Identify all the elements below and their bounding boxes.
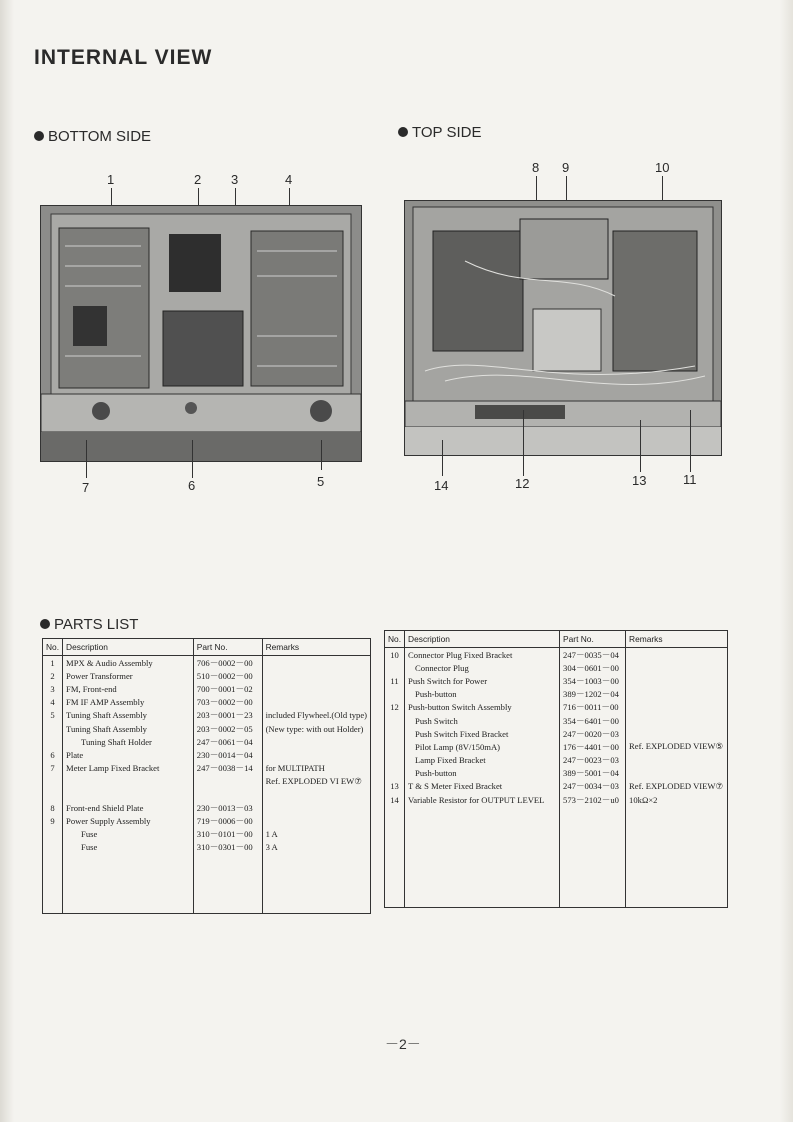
table-row	[43, 682, 371, 695]
part-number: 719－0006－00	[193, 814, 262, 827]
item-description: Push Switch	[405, 714, 560, 727]
col-header-no: No.	[43, 639, 63, 656]
part-number: 354－6401－00	[560, 714, 626, 727]
part-number: 203－0002－05	[193, 722, 262, 735]
leader-line	[442, 440, 443, 476]
part-number: 247－0034－03	[560, 780, 626, 793]
part-number: 716－0011－00	[560, 701, 626, 714]
part-number: 247－0035－04	[560, 648, 626, 662]
item-number: 4	[43, 696, 63, 709]
item-number: 5	[43, 709, 63, 722]
col-header-remarks: Remarks	[262, 639, 370, 656]
item-description: Front-end Shield Plate	[63, 801, 194, 814]
item-remarks: for MULTIPATH	[262, 762, 370, 775]
parts-list-heading	[40, 616, 138, 633]
callout-1: 1	[107, 172, 115, 187]
item-description: Tuning Shaft Holder	[63, 735, 194, 748]
part-number: 700－0001－02	[193, 682, 262, 695]
part-number: 389－5001－04	[560, 767, 626, 780]
item-number: 10	[385, 648, 405, 662]
callout-10: 10	[655, 160, 670, 175]
item-remarks	[262, 669, 370, 682]
part-number: 304－0601－00	[560, 661, 626, 674]
table-header-row	[43, 639, 371, 656]
table-row	[43, 709, 371, 722]
table-row	[43, 669, 371, 682]
item-description: Connector Plug Fixed Bracket	[405, 648, 560, 662]
part-number: 573－2102－u0	[560, 793, 626, 806]
item-description: Meter Lamp Fixed Bracket	[63, 762, 194, 775]
leader-line	[192, 440, 193, 478]
item-remarks	[262, 696, 370, 709]
callout-8: 8	[532, 160, 540, 175]
top-chassis-illustration	[405, 201, 721, 455]
page-title: INTERNAL VIEW	[34, 46, 213, 69]
callout-9: 9	[562, 160, 570, 175]
part-number: 247－0038－14	[193, 762, 262, 775]
item-number: 9	[43, 814, 63, 827]
table-row	[385, 780, 728, 793]
item-remarks	[262, 801, 370, 814]
bottom-side-heading	[34, 128, 151, 145]
part-number	[193, 775, 262, 788]
item-description: Power Supply Assembly	[63, 814, 194, 827]
item-remarks	[626, 688, 728, 701]
table-row	[43, 775, 371, 788]
table-filler-row	[385, 806, 728, 907]
part-number: 310－0301－00	[193, 841, 262, 854]
item-description: Push Switch for Power	[405, 674, 560, 687]
table-row	[385, 648, 728, 662]
table-row	[43, 762, 371, 775]
item-remarks	[262, 735, 370, 748]
item-description: Fuse	[63, 841, 194, 854]
item-number	[43, 735, 63, 748]
item-remarks: 10kΩ×2	[626, 793, 728, 806]
callout-13: 13	[632, 473, 647, 488]
table-row	[385, 714, 728, 727]
item-number: 2	[43, 669, 63, 682]
part-number: 203－0001－23	[193, 709, 262, 722]
item-remarks: 1 A	[262, 827, 370, 840]
item-remarks: Ref. EXPLODED VIEW⑦	[626, 780, 728, 793]
bottom-side-photo	[40, 205, 362, 462]
item-description	[63, 775, 194, 788]
table-row	[43, 722, 371, 735]
bottom-chassis-illustration	[41, 206, 361, 461]
table-row	[385, 793, 728, 806]
item-remarks	[626, 714, 728, 727]
table-filler-row	[43, 854, 371, 914]
item-remarks	[626, 674, 728, 687]
col-header-no: No.	[385, 631, 405, 648]
item-number	[385, 688, 405, 701]
table-row	[385, 701, 728, 714]
item-description: Lamp Fixed Bracket	[405, 754, 560, 767]
part-number: 247－0020－03	[560, 727, 626, 740]
item-description: T & S Meter Fixed Bracket	[405, 780, 560, 793]
table-row	[385, 754, 728, 767]
item-number	[385, 767, 405, 780]
parts-table-left	[42, 638, 371, 914]
callout-4: 4	[285, 172, 293, 187]
item-description: FM, Front-end	[63, 682, 194, 695]
item-number	[43, 722, 63, 735]
item-number	[43, 841, 63, 854]
item-number: 11	[385, 674, 405, 687]
item-remarks	[626, 767, 728, 780]
callout-5: 5	[317, 474, 325, 489]
part-number: 510－0002－00	[193, 669, 262, 682]
bullet-icon	[40, 619, 50, 629]
item-remarks: Ref. EXPLODED VI EW⑦	[262, 775, 370, 788]
top-side-heading	[398, 124, 481, 141]
table-row	[43, 841, 371, 854]
item-number: 7	[43, 762, 63, 775]
part-number: 247－0061－04	[193, 735, 262, 748]
col-header-part-no: Part No.	[193, 639, 262, 656]
item-remarks	[626, 648, 728, 662]
table-row	[43, 748, 371, 761]
item-number	[385, 740, 405, 753]
table-row	[385, 661, 728, 674]
item-number	[385, 714, 405, 727]
item-number	[385, 727, 405, 740]
table-row	[43, 696, 371, 709]
item-remarks	[262, 656, 370, 670]
callout-11: 11	[683, 472, 697, 487]
item-description: Pilot Lamp (8V/150mA)	[405, 740, 560, 753]
table-row	[43, 656, 371, 670]
item-description: Push-button Switch Assembly	[405, 701, 560, 714]
table-row	[43, 735, 371, 748]
item-remarks	[626, 727, 728, 740]
leader-line	[690, 410, 691, 472]
part-number: 354－1003－00	[560, 674, 626, 687]
table-row	[385, 767, 728, 780]
item-description: FM IF AMP Assembly	[63, 696, 194, 709]
item-description: Power Transformer	[63, 669, 194, 682]
item-remarks: 3 A	[262, 841, 370, 854]
item-description: Fuse	[63, 827, 194, 840]
part-number: 389－1202－04	[560, 688, 626, 701]
col-header-part-no: Part No.	[560, 631, 626, 648]
callout-7: 7	[82, 480, 90, 495]
callout-2: 2	[194, 172, 202, 187]
callout-12: 12	[515, 476, 530, 491]
leader-line	[640, 420, 641, 472]
leader-line	[86, 440, 87, 478]
table-row	[385, 688, 728, 701]
table-row	[43, 827, 371, 840]
part-number: 247－0023－03	[560, 754, 626, 767]
bullet-icon	[34, 131, 44, 141]
table-row	[43, 801, 371, 814]
callout-6: 6	[188, 478, 196, 493]
item-number: 14	[385, 793, 405, 806]
callout-14: 14	[434, 478, 449, 493]
item-remarks	[626, 701, 728, 714]
item-description: MPX & Audio Assembly	[63, 656, 194, 670]
parts-table-right	[384, 630, 728, 908]
item-number	[385, 661, 405, 674]
top-side-heading-text: TOP SIDE	[412, 124, 482, 141]
item-description: Tuning Shaft Assembly	[63, 709, 194, 722]
bottom-side-heading-text: BOTTOM SIDE	[48, 128, 152, 145]
item-description: Tuning Shaft Assembly	[63, 722, 194, 735]
item-number: 6	[43, 748, 63, 761]
leader-line	[523, 410, 524, 476]
part-number: 703－0002－00	[193, 696, 262, 709]
top-side-photo	[404, 200, 722, 456]
item-remarks	[262, 682, 370, 695]
part-number: 310－0101－00	[193, 827, 262, 840]
item-remarks	[626, 661, 728, 674]
item-number	[385, 754, 405, 767]
callout-3: 3	[231, 172, 239, 187]
item-description: Push Switch Fixed Bracket	[405, 727, 560, 740]
item-remarks: included Flywheel.(Old type)	[262, 709, 370, 722]
item-description: Plate	[63, 748, 194, 761]
bullet-icon	[398, 127, 408, 137]
item-remarks	[262, 814, 370, 827]
table-row	[43, 814, 371, 827]
item-description: Push-button	[405, 688, 560, 701]
part-number: 176－4401－00	[560, 740, 626, 753]
table-row	[385, 740, 728, 753]
item-number: 3	[43, 682, 63, 695]
leader-line	[321, 440, 322, 470]
item-number: 13	[385, 780, 405, 793]
item-description: Connector Plug	[405, 661, 560, 674]
item-description: Push-button	[405, 767, 560, 780]
item-remarks	[262, 748, 370, 761]
item-number: 1	[43, 656, 63, 670]
page-number: －2－	[385, 1036, 421, 1052]
parts-list-heading-text: PARTS LIST	[54, 616, 139, 633]
part-number: 230－0013－03	[193, 801, 262, 814]
table-header-row	[385, 631, 728, 648]
item-description: Variable Resistor for OUTPUT LEVEL	[405, 793, 560, 806]
part-number: 230－0014－04	[193, 748, 262, 761]
item-number: 12	[385, 701, 405, 714]
col-header-description: Description	[405, 631, 560, 648]
col-header-description: Description	[63, 639, 194, 656]
item-remarks: Ref. EXPLODED VIEW⑤	[626, 740, 728, 753]
item-number	[43, 775, 63, 788]
col-header-remarks: Remarks	[626, 631, 728, 648]
table-row	[385, 674, 728, 687]
item-number	[43, 827, 63, 840]
part-number: 706－0002－00	[193, 656, 262, 670]
item-remarks: (New type: with out Holder)	[262, 722, 370, 735]
item-remarks	[626, 754, 728, 767]
table-row	[385, 727, 728, 740]
item-number: 8	[43, 801, 63, 814]
table-spacer-row	[43, 788, 371, 801]
